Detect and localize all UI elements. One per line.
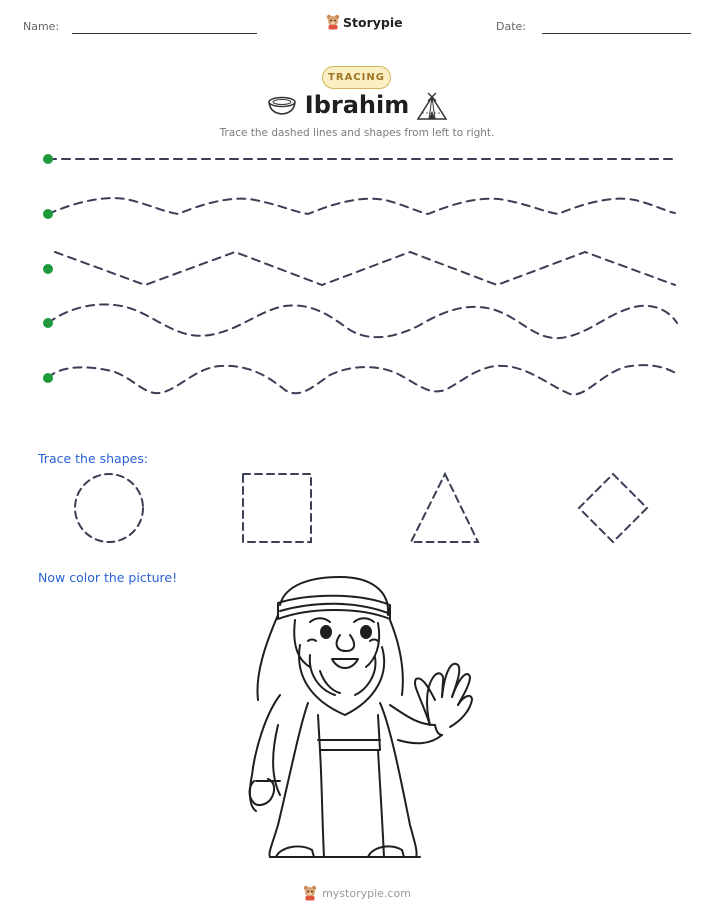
trace-shape-triangle[interactable] [411, 474, 478, 542]
start-dot [43, 264, 53, 274]
start-dot [43, 318, 53, 328]
footer-site-link[interactable]: mystorypie.com [322, 886, 411, 900]
start-dot [43, 154, 53, 164]
trace-shape-circle[interactable] [75, 474, 143, 542]
trace-line-zigzag[interactable] [55, 252, 675, 285]
trace-line-wave-1[interactable] [48, 198, 675, 214]
trace-line-wave-2[interactable] [48, 304, 677, 338]
start-dot [43, 373, 53, 383]
page-title: Ibrahim [304, 91, 410, 119]
start-dot [43, 209, 53, 219]
tracing-badge: TRACING [322, 66, 391, 89]
brand-name: Storypie [343, 14, 403, 30]
ibrahim-coloring-picture[interactable] [240, 575, 475, 860]
name-label: Name: [23, 20, 60, 33]
trace-shape-diamond[interactable] [579, 474, 647, 542]
trace-shape-square[interactable] [243, 474, 311, 542]
footer [0, 885, 714, 901]
trace-line-wave-3[interactable] [48, 365, 677, 394]
date-label: Date: [496, 20, 526, 33]
shapes-section-label: Trace the shapes: [38, 451, 149, 466]
instruction-text: Trace the dashed lines and shapes from left to right. [219, 127, 495, 139]
tracing-lines [0, 0, 714, 420]
color-section-label: Now color the picture! [38, 570, 178, 585]
trace-shapes [0, 465, 714, 555]
bear-icon [303, 885, 317, 901]
